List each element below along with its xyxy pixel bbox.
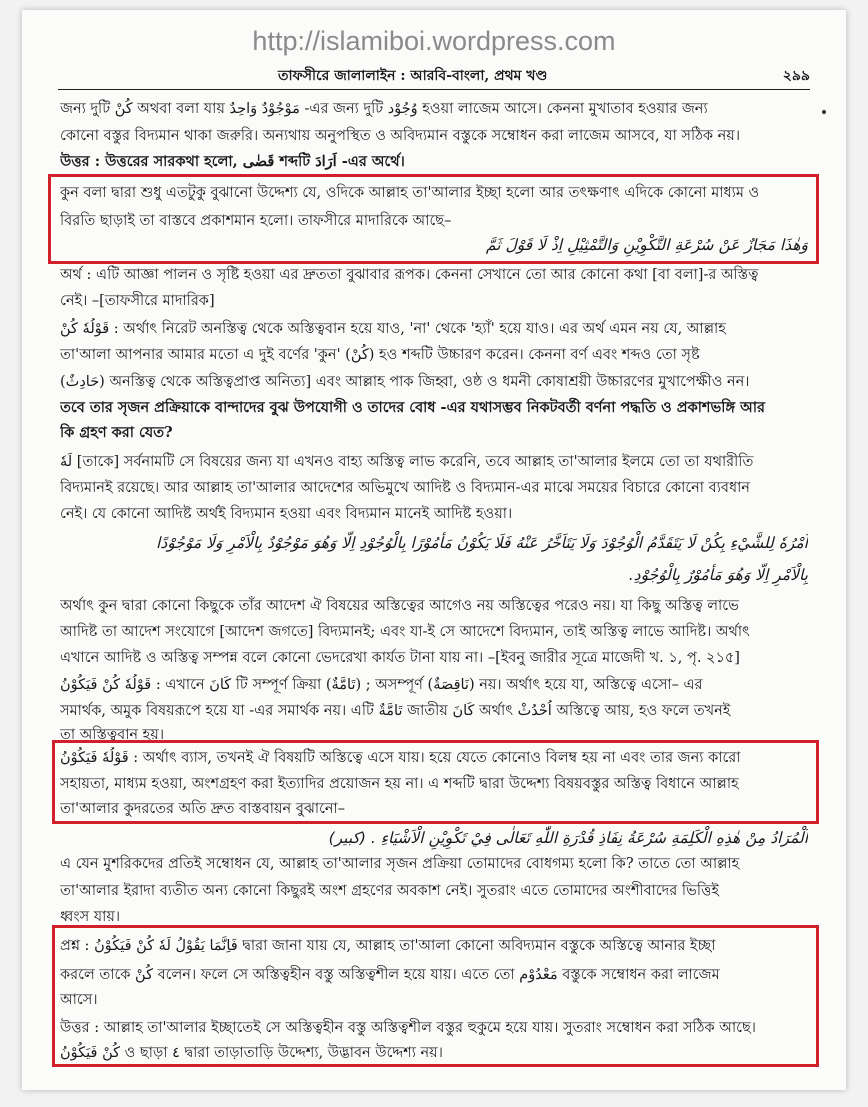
page-number: ২৯৯ xyxy=(782,68,810,84)
text-line: সমার্থক, অমুক বিষয়রূপে হয়ে যা -এর সমার্থক নয়। এটি تَامَّةٌ জাতীয় كَانَ অর্থাৎ اُحْدُثْ অস্তিত্বে আয়, হও ফলে তখনই xyxy=(60,703,731,719)
text-line: এখানে আদিষ্ট ও অস্তিত্ব সম্পন্ন বলে কোনো ভেদরেখা কার্যত টানা যায় না। –[ইবনু জারীর সূত্রে মাজেদী খ. ১, পৃ. ২১৫] xyxy=(60,650,740,666)
answer-line: উত্তর : উত্তরের সারকথা হলো, قَضٰى শব্দটি اَرَادَ -এর অর্থে। xyxy=(60,153,405,170)
text-line: كُنْ فَيَكُوْنُ ও ছাড়া ٤ দ্বারা তাড়াতাড়ি উদ্দেশ্য, উদ্ভাবন উদ্দেশ্য নয়। xyxy=(60,1045,443,1061)
text-line: ধ্বংস যায়। xyxy=(60,909,121,925)
text-line: এ যেন মুশরিকদের প্রতিই সম্বোধন যে, আল্লাহ তা'আলার সৃজন প্রক্রিয়া তোমাদের বোধগম্য হলো কি? তাতে তো আল্লাহ xyxy=(60,856,740,872)
arabic-quote: اَمْرُهٗ لِلشَّيْءِ بِكُنْ لَا يَتَقَدَّمُ الْوُجُوْدَ وَلَا يَتَاَخَّرُ عَنْهُ فَلَا يَكُوْنُ مَأْمُوْرًا بِالْوُجُوْدِ اِلَّا وَهُوَ مَوْجُوْدٌ بِالْاَمْرِ وَلَا مَوْجُوْدًا xyxy=(156,534,808,552)
highlight-box-1 xyxy=(48,174,819,264)
text-line: তা অস্তিত্ববান হয়। xyxy=(60,727,165,743)
text-line: তবে তার সৃজন প্রক্রিয়াকে বান্দাদের বুঝ উপযোগী ও তাদের বোধ -এর যথাসম্ভব নিকটবর্তী বর্ণনা পদ্ধতি ও প্রকাশভঙ্গি আর xyxy=(60,399,765,416)
text-line: قَوْلُهٗ فَيَكُوْنُ : অর্থাৎ ব্যাস, তখনই ঐ বিষয়টি অস্তিত্বে এসে যায়। হয়ে যেতে কোনোও বিলম্ব হয় না এবং তার জন্য কারো xyxy=(60,750,741,766)
highlight-box-3 xyxy=(52,925,819,1067)
text-line: অর্থাৎ কুন দ্বারা কোনো কিছুকে তাঁর আদেশ ঐ বিষয়ের অস্তিত্বের আগেও নয় অস্তিত্বের পরেও নয়। যা কিছু অস্তিত্ব লাভে xyxy=(60,598,739,614)
text-line: তা'আলা আপনার আমার মতো এ দুই বর্ণের 'কুন' (كُنْ) হও শব্দটি উচ্চারণ করেন। কেননা বর্ণ এবং শব্দও তো সৃষ্ট xyxy=(60,347,700,363)
text-line: করলে তাকে كُنْ বলেন। ফলে সে অস্তিত্বহীন বস্তু অস্তিত্বশীল হয়ে যায়। এতে তো مَعْدُوْم বস্তুকে সম্বোধন করা লাজেম xyxy=(60,967,720,983)
text-line: لَهٗ [তাকে] সর্বনামটি সে বিষয়ের জন্য যা এখনও বাহ্য অস্তিত্ব লাভ করেনি, তবে আল্লাহ তা'আলার ইলমে তো তা যথারীতি xyxy=(60,454,754,470)
text-line: তা'আলার কুদরতের অতি দ্রুত বাস্তবায়ন বুঝানো– xyxy=(60,801,346,817)
text-line: আসে। xyxy=(60,992,98,1008)
header-rule xyxy=(58,89,810,90)
text-line: কুন বলা দ্বারা শুধু এতটুকু বুঝানো উদ্দেশ্য যে, ওদিকে আল্লাহ তা'আলার ইচ্ছা হলো আর তৎক্ষণাৎ এদিকে কোনো মাধ্যম ও xyxy=(60,185,760,201)
text-line: আদিষ্ট তা আদেশ সংযোগে [আদেশ জগতে] বিদ্যমানই; এবং যা-ই সে আদেশে বিদ্যমান, তাই অস্তিত্ব লাভে আদিষ্ট। অর্থাৎ xyxy=(60,624,750,640)
highlight-box-2 xyxy=(52,740,819,824)
text-line: নেই। যে কোনো আদিষ্ট অর্থই বিদ্যমান হওয়া এবং বিদ্যমান মানেই আদিষ্ট হওয়া। xyxy=(60,506,513,522)
text-line: কি গ্রহণ করা যেত? xyxy=(60,424,173,441)
margin-mark xyxy=(822,110,826,114)
arabic-quote: اَلْمُرَادُ مِنْ هٰذِهِ الْكَلِمَةِ سُرْعَةُ نِفَاذِ قُدْرَةِ اللّٰهِ تَعَالٰى فِيْ تَكْوِيْنِ الْاَشْيَاءِ . (كبير) xyxy=(328,829,808,847)
arabic-quote: وَهٰذَا مَجَازٌ عَنْ سُرْعَةِ التَّكْوِيْنِ وَالتَّمْثِيْلِ اِذْ لَا قَوْلَ ثَمَّ xyxy=(485,236,808,254)
arabic-quote: بِالْاَمْرِ اِلَّا وَهُوَ مَأْمُوْرٌ بِالْوُجُوْدِ. xyxy=(628,566,808,584)
page-header xyxy=(60,64,810,88)
text-line: কোনো বস্তুর বিদ্যমান থাকা জরুরি। অন্যথায় অনুপস্থিত ও অবিদ্যমান বস্তুকে সম্বোধন করা লাজেম আসবে, যা সঠিক নয়। xyxy=(60,128,740,144)
text-line: সহায়তা, মাধ্যম হওয়া, অংশগ্রহণ করা ইত্যাদির প্রয়োজন হয় না। এ শব্দটি দ্বারা উদ্দেশ্য বিষয়বস্তুর অস্তিত্ব বিধানে আল্লাহ xyxy=(60,776,739,792)
text-line: জন্য দুটি كُنْ অথবা বলা যায় مَوْجُوْدٌ وَاحِدٌ -এর জন্য দুটি وُجُوْد হওয়া লাজেম আসে। কেননা মুখাতাব হওয়ার জন্য xyxy=(60,101,708,117)
text-line: তা'আলার ইরাদা ব্যতীত অন্য কোনো কিছুরই অংশ গ্রহণের অবকাশ নেই। সুতরাং এতে তোমাদের অংশীবাদের ভিত্তিই xyxy=(60,883,719,899)
answer-line: উত্তর : আল্লাহ তা'আলার ইচ্ছাতেই সে অস্তিত্বহীন বস্তু অস্তিত্বশীল বস্তুর হুকুমে হয়ে যায়। সুতরাং সম্বোধন করা সঠিক আছে। xyxy=(60,1020,756,1036)
question-line: প্রশ্ন : فَاِنَّمَا يَقُوْلُ لَهٗ كُنْ فَيَكُوْنُ দ্বারা জানা যায় যে, আল্লাহ তা'আলা কোনো অবিদ্যমান বস্তুকে অস্তিত্বে আনার ইচ্ছা xyxy=(60,938,716,954)
text-line: বিদ্যমানই রয়েছে। আর আল্লাহ তা'আলার আদেশের অভিমুখে আদিষ্ট ও বিদ্যমান-এর মাঝে সময়ের বিচারে কোনো ব্যবধান xyxy=(60,480,750,496)
text-line: قَوْلُهٗ كُنْ : অর্থাৎ নিরেট অনস্তিত্ব থেকে অস্তিত্ববান হয়ে যাও, 'না' থেকে 'হ্যাঁ' হয়ে যাও। এর অর্থ এমন নয় যে, আল্লাহ xyxy=(60,321,726,337)
running-title: তাফসীরে জালালাইন : আরবি-বাংলা, প্রথম খণ্ড xyxy=(278,68,548,84)
text-line: অর্থ : এটি আজ্ঞা পালন ও সৃষ্টি হওয়া এর দ্রুততা বুঝাবার রূপক। কেননা সেখানে তো আর কোনো কথা [বা বলা]-র অস্তিত্ব xyxy=(60,267,759,283)
text-line: বিরতি ছাড়াই তা বাস্তবে প্রকাশমান হলো। তাফসীরে মাদারিকে আছে– xyxy=(60,213,452,229)
text-line: নেই। –[তাফসীরে মাদারিক] xyxy=(60,293,215,309)
text-line: (حَادِثٌ) অনস্তিত্ব থেকে অস্তিত্বপ্রাপ্ত অনিত্য] এবং আল্লাহ পাক জিহ্বা, ওষ্ঠ ও ধমনী কোষাশ্রয়ী উচ্চারণের মুখাপেক্ষীও নন। xyxy=(60,374,750,390)
text-line: قَوْلُهٗ كُنْ فَيَكُوْنُ : এখানে كَانَ টি সম্পূর্ণ ক্রিয়া (تَامَّةٌ) ; অসম্পূর্ণ (نَاقِصَةٌ) নয়। অর্থাৎ হয়ে যা, অস্তিত্বে এসো– এর xyxy=(60,677,703,693)
watermark-url: http://islamiboi.wordpress.com xyxy=(252,26,616,56)
